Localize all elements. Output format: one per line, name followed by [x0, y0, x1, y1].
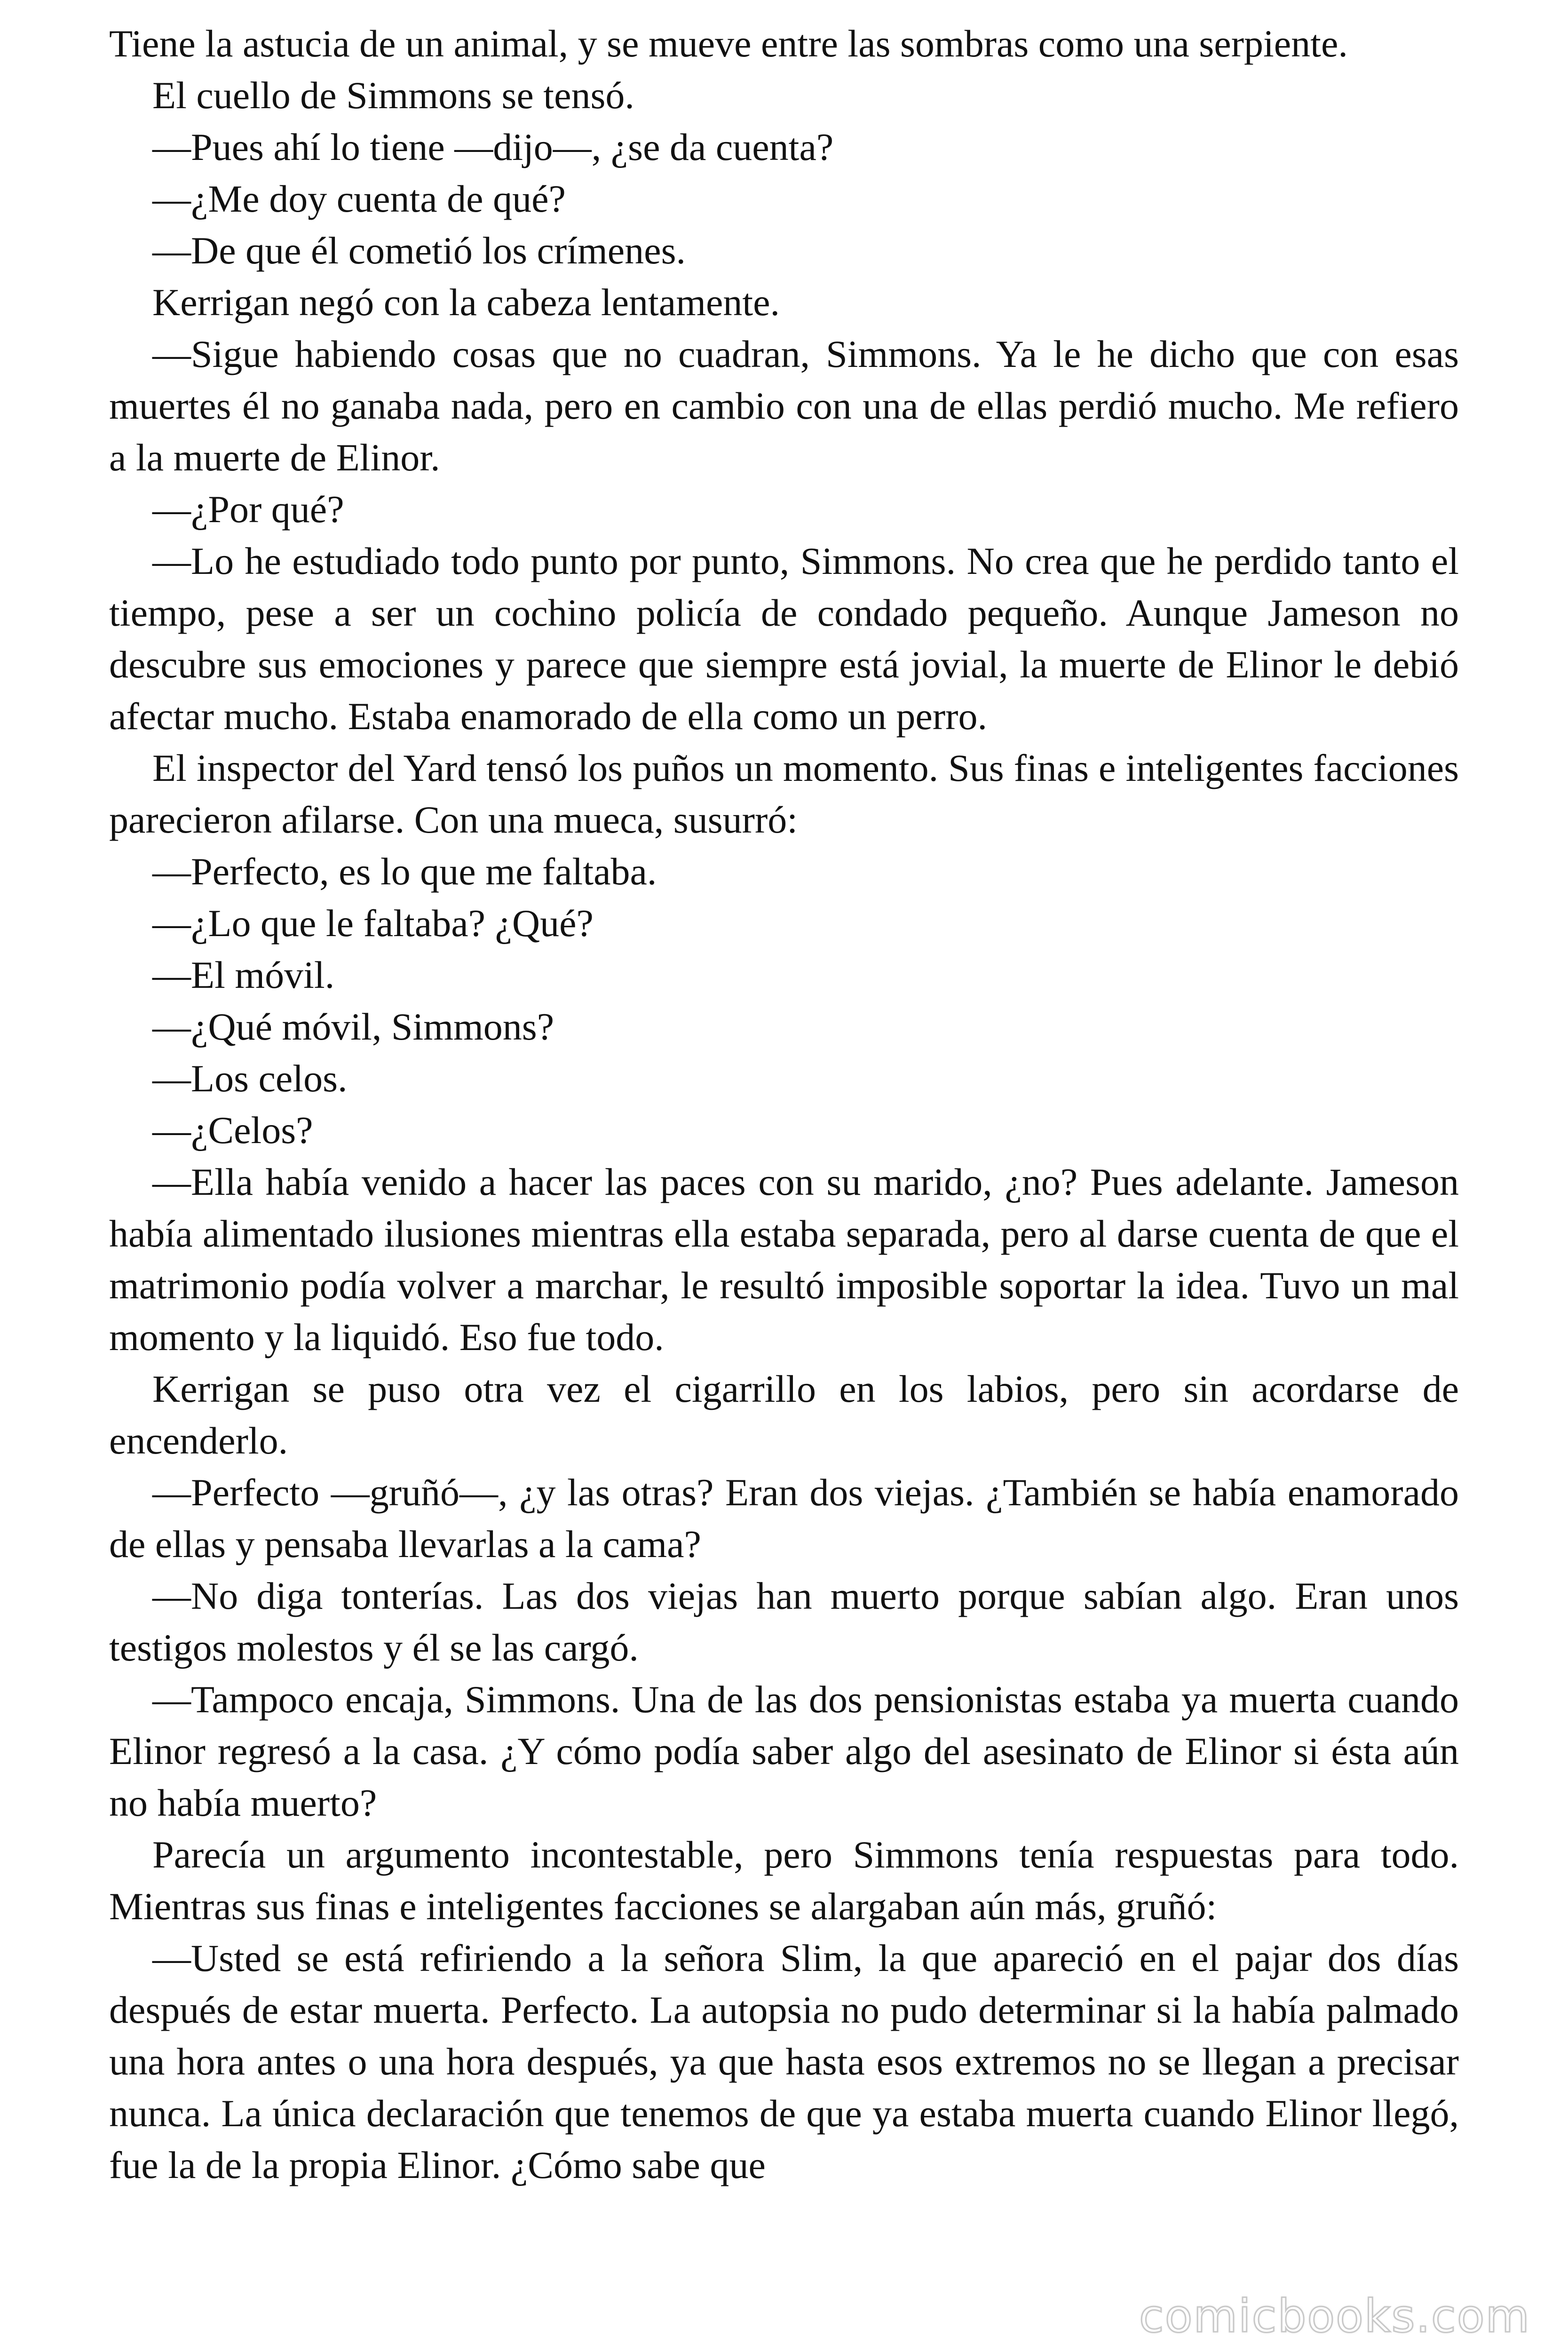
paragraph-5: —De que él cometió los crímenes.	[152, 229, 686, 272]
paragraph-8: —¿Por qué?	[152, 488, 344, 531]
paragraph-1: Tiene la astucia de un animal, y se mueve entre las sombras como una serpiente.	[109, 22, 1348, 65]
paragraph-12: —¿Lo que le faltaba? ¿Qué?	[152, 902, 594, 945]
paragraph-17: —Ella había venido a hacer las paces con su marido, ¿no? Pues adelante. Jameson había alimentado ilusiones mientras ella estaba separada, pero al darse cuenta de que el matrimonio podía volver a marchar, le resultó imposible soportar la idea. Tuvo un mal momento y la liquidó. Eso fue todo.	[109, 1160, 1459, 1359]
paragraph-4: —¿Me doy cuenta de qué?	[152, 177, 566, 220]
paragraph-18: Kerrigan se puso otra vez el cigarrillo en los labios, pero sin acordarse de encenderlo.	[109, 1367, 1459, 1462]
paragraph-23: —Usted se está refiriendo a la señora Slim, la que apareció en el pajar dos días después de estar muerta. Perfecto. La autopsia no pudo determinar si la había palmado una hora antes o una hora después, ya que hasta esos extremos no se llegan a precisar nunca. La única declaración que tenemos de que ya estaba muerta cuando Elinor llegó, fue la de la propia Elinor. ¿Cómo sabe que	[109, 1937, 1459, 2186]
site-watermark: comicbooks.com	[1139, 2290, 1530, 2343]
paragraph-14: —¿Qué móvil, Simmons?	[152, 1005, 554, 1048]
paragraph-6: Kerrigan negó con la cabeza lentamente.	[152, 281, 780, 324]
paragraph-20: —No diga tonterías. Las dos viejas han muerto porque sabían algo. Eran unos testigos molestos y él se las cargó.	[109, 1574, 1459, 1669]
paragraph-16: —¿Celos?	[152, 1109, 313, 1152]
paragraph-19: —Perfecto —gruñó—, ¿y las otras? Eran dos viejas. ¿También se había enamorado de ellas y pensaba llevarlas a la cama?	[109, 1471, 1459, 1565]
page-body-text	[109, 18, 1459, 2191]
paragraph-15: —Los celos.	[152, 1057, 348, 1100]
paragraph-9: —Lo he estudiado todo punto por punto, Simmons. No crea que he perdido tanto el tiempo, pese a ser un cochino policía de condado pequeño. Aunque Jameson no descubre sus emociones y parece que siempre está jovial, la muerte de Elinor le debió afectar mucho. Estaba enamorado de ella como un perro.	[109, 540, 1459, 738]
paragraph-13: —El móvil.	[152, 954, 335, 996]
paragraph-11: —Perfecto, es lo que me faltaba.	[152, 850, 657, 893]
paragraph-10: El inspector del Yard tensó los puños un momento. Sus finas e inteligentes facciones parecieron afilarse. Con una mueca, susurró:	[109, 747, 1459, 841]
paragraph-3: —Pues ahí lo tiene —dijo—, ¿se da cuenta?	[152, 126, 834, 168]
paragraph-2: El cuello de Simmons se tensó.	[152, 74, 634, 117]
paragraph-7: —Sigue habiendo cosas que no cuadran, Simmons. Ya le he dicho que con esas muertes él no ganaba nada, pero en cambio con una de ellas perdió mucho. Me refiero a la muerte de Elinor.	[109, 333, 1459, 479]
paragraph-21: —Tampoco encaja, Simmons. Una de las dos pensionistas estaba ya muerta cuando Elinor regresó a la casa. ¿Y cómo podía saber algo del asesinato de Elinor si ésta aún no había muerto?	[109, 1678, 1459, 1824]
paragraph-22: Parecía un argumento incontestable, pero Simmons tenía respuestas para todo. Mientras sus finas e inteligentes facciones se alargaban aún más, gruñó:	[109, 1833, 1459, 1928]
